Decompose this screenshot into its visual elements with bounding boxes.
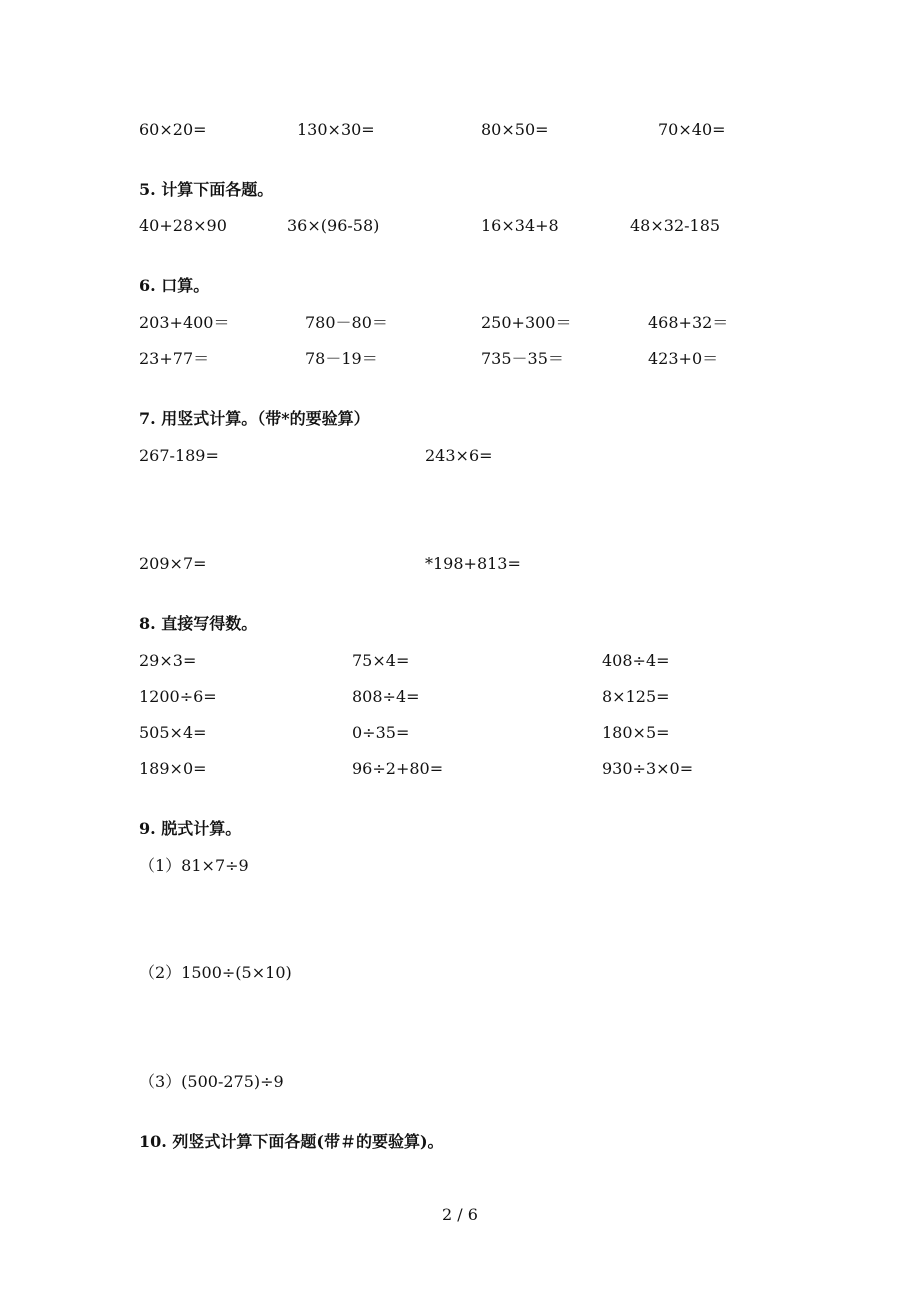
expression: 468+32＝ bbox=[648, 313, 729, 332]
expression: 408÷4= bbox=[602, 651, 670, 670]
expression: 80×50= bbox=[481, 120, 549, 139]
expression: 60×20= bbox=[139, 120, 207, 139]
expression: （3）(500-275)÷9 bbox=[139, 1072, 284, 1091]
expression: 930÷3×0= bbox=[602, 759, 694, 778]
expression: 780－80＝ bbox=[305, 313, 388, 332]
expression: 16×34+8 bbox=[481, 216, 559, 235]
page-number: 2 / 6 bbox=[442, 1205, 478, 1224]
expression: 203+400＝ bbox=[139, 313, 230, 332]
section-8-title: 8. 直接写得数。 bbox=[139, 614, 258, 633]
expression: 423+0＝ bbox=[648, 349, 719, 368]
expression: 8×125= bbox=[602, 687, 670, 706]
expression: 180×5= bbox=[602, 723, 670, 742]
section-9-title: 9. 脱式计算。 bbox=[139, 819, 242, 838]
expression: 29×3= bbox=[139, 651, 197, 670]
expression: 0÷35= bbox=[352, 723, 410, 742]
expression: （1）81×7÷9 bbox=[139, 856, 249, 875]
expression: 75×4= bbox=[352, 651, 410, 670]
expression: 130×30= bbox=[297, 120, 375, 139]
expression: *198+813= bbox=[425, 554, 521, 573]
expression: 96÷2+80= bbox=[352, 759, 444, 778]
section-5-title: 5. 计算下面各题。 bbox=[139, 180, 274, 199]
expression: 23+77＝ bbox=[139, 349, 210, 368]
expression: 209×7= bbox=[139, 554, 207, 573]
expression: 250+300＝ bbox=[481, 313, 572, 332]
expression: 505×4= bbox=[139, 723, 207, 742]
expression: 735－35＝ bbox=[481, 349, 564, 368]
expression: 1200÷6= bbox=[139, 687, 217, 706]
expression: 36×(96-58) bbox=[287, 216, 380, 235]
expression: 40+28×90 bbox=[139, 216, 227, 235]
expression: 70×40= bbox=[658, 120, 726, 139]
expression: 189×0= bbox=[139, 759, 207, 778]
expression: 243×6= bbox=[425, 446, 493, 465]
section-6-title: 6. 口算。 bbox=[139, 276, 210, 295]
expression: 267-189= bbox=[139, 446, 219, 465]
section-7-title: 7. 用竖式计算。（带*的要验算） bbox=[139, 409, 370, 428]
expression: 78－19＝ bbox=[305, 349, 378, 368]
expression: （2）1500÷(5×10) bbox=[139, 963, 292, 982]
expression: 48×32-185 bbox=[630, 216, 721, 235]
expression: 808÷4= bbox=[352, 687, 420, 706]
section-10-title: 10. 列竖式计算下面各题(带＃的要验算)。 bbox=[139, 1132, 444, 1151]
